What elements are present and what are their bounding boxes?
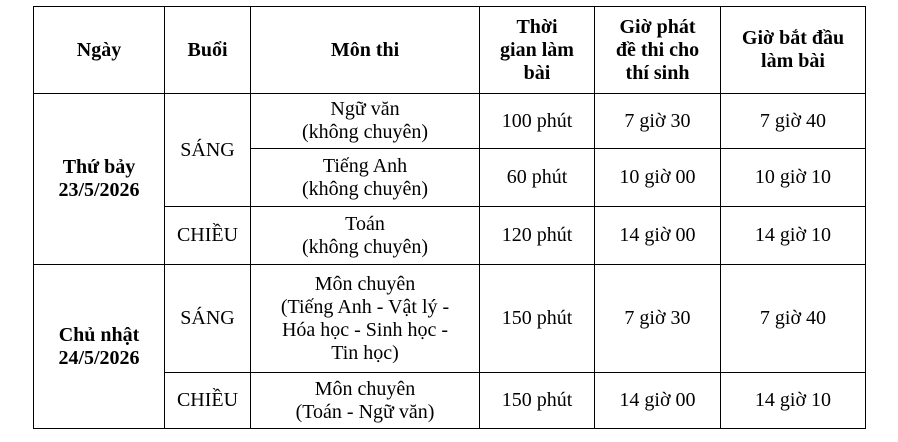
day-date: 24/5/2026: [58, 346, 140, 369]
header-duration-line: Thời: [516, 15, 558, 38]
header-distribute-line: đề thi cho: [615, 38, 700, 61]
subject-line: (không chuyên): [301, 177, 429, 200]
start-cell: 14 giờ 10: [721, 207, 866, 265]
subject-line: (không chuyên): [301, 235, 429, 258]
duration-cell: 120 phút: [480, 207, 595, 265]
subject-line: Tiếng Anh: [322, 154, 408, 177]
header-distribute-line: Giờ phát: [619, 15, 696, 38]
session-cell: SÁNG: [165, 94, 251, 207]
session-cell: CHIỀU: [165, 373, 251, 429]
table-row: [34, 94, 866, 149]
header-start-line: làm bài: [761, 50, 825, 72]
exam-schedule-table: [33, 6, 866, 429]
subject-line: Toán: [345, 212, 385, 235]
header-start-line: Giờ bắt đầu: [741, 27, 845, 49]
subject-cell: [251, 207, 480, 265]
header-subject: Môn thi: [251, 7, 480, 94]
session-cell: CHIỀU: [165, 207, 251, 265]
header-day: Ngày: [34, 7, 165, 94]
header-duration: [480, 7, 595, 94]
distribute-cell: 7 giờ 30: [595, 94, 721, 149]
distribute-cell: 10 giờ 00: [595, 149, 721, 207]
day-cell: [34, 265, 165, 429]
table-row: [34, 265, 866, 373]
start-cell: 10 giờ 10: [721, 149, 866, 207]
distribute-cell: 14 giờ 00: [595, 207, 721, 265]
subject-line: (Tiếng Anh - Vật lý -: [280, 295, 450, 318]
header-duration-line: gian làm: [500, 38, 574, 61]
subject-line: Môn chuyên: [314, 377, 416, 400]
duration-cell: 100 phút: [480, 94, 595, 149]
duration-cell: 150 phút: [480, 265, 595, 373]
subject-line: Ngữ văn: [330, 98, 400, 120]
subject-line: (Toán - Ngữ văn): [295, 400, 435, 423]
distribute-cell: 14 giờ 00: [595, 373, 721, 429]
subject-line: Tin học): [331, 341, 399, 364]
start-cell: 14 giờ 10: [721, 373, 866, 429]
header-distribute: [595, 7, 721, 94]
subject-cell: [251, 94, 480, 149]
subject-cell: [251, 373, 480, 429]
header-start: [721, 7, 866, 94]
day-name: Chủ nhật: [58, 323, 140, 346]
day-date: 23/5/2026: [58, 179, 140, 201]
subject-cell: [251, 149, 480, 207]
subject-line: Hóa học - Sinh học -: [281, 318, 449, 341]
duration-cell: 60 phút: [480, 149, 595, 207]
start-cell: 7 giờ 40: [721, 94, 866, 149]
header-row: [34, 7, 866, 94]
start-cell: 7 giờ 40: [721, 265, 866, 373]
subject-cell: [251, 265, 480, 373]
day-name: Thứ bảy: [62, 156, 136, 178]
header-duration-line: bài: [523, 61, 551, 84]
header-session: Buổi: [165, 7, 251, 94]
distribute-cell: 7 giờ 30: [595, 265, 721, 373]
duration-cell: 150 phút: [480, 373, 595, 429]
session-cell: SÁNG: [165, 265, 251, 373]
header-distribute-line: thí sinh: [625, 61, 690, 84]
subject-line: (không chuyên): [301, 121, 429, 143]
day-cell: [34, 94, 165, 265]
subject-line: Môn chuyên: [314, 272, 416, 295]
